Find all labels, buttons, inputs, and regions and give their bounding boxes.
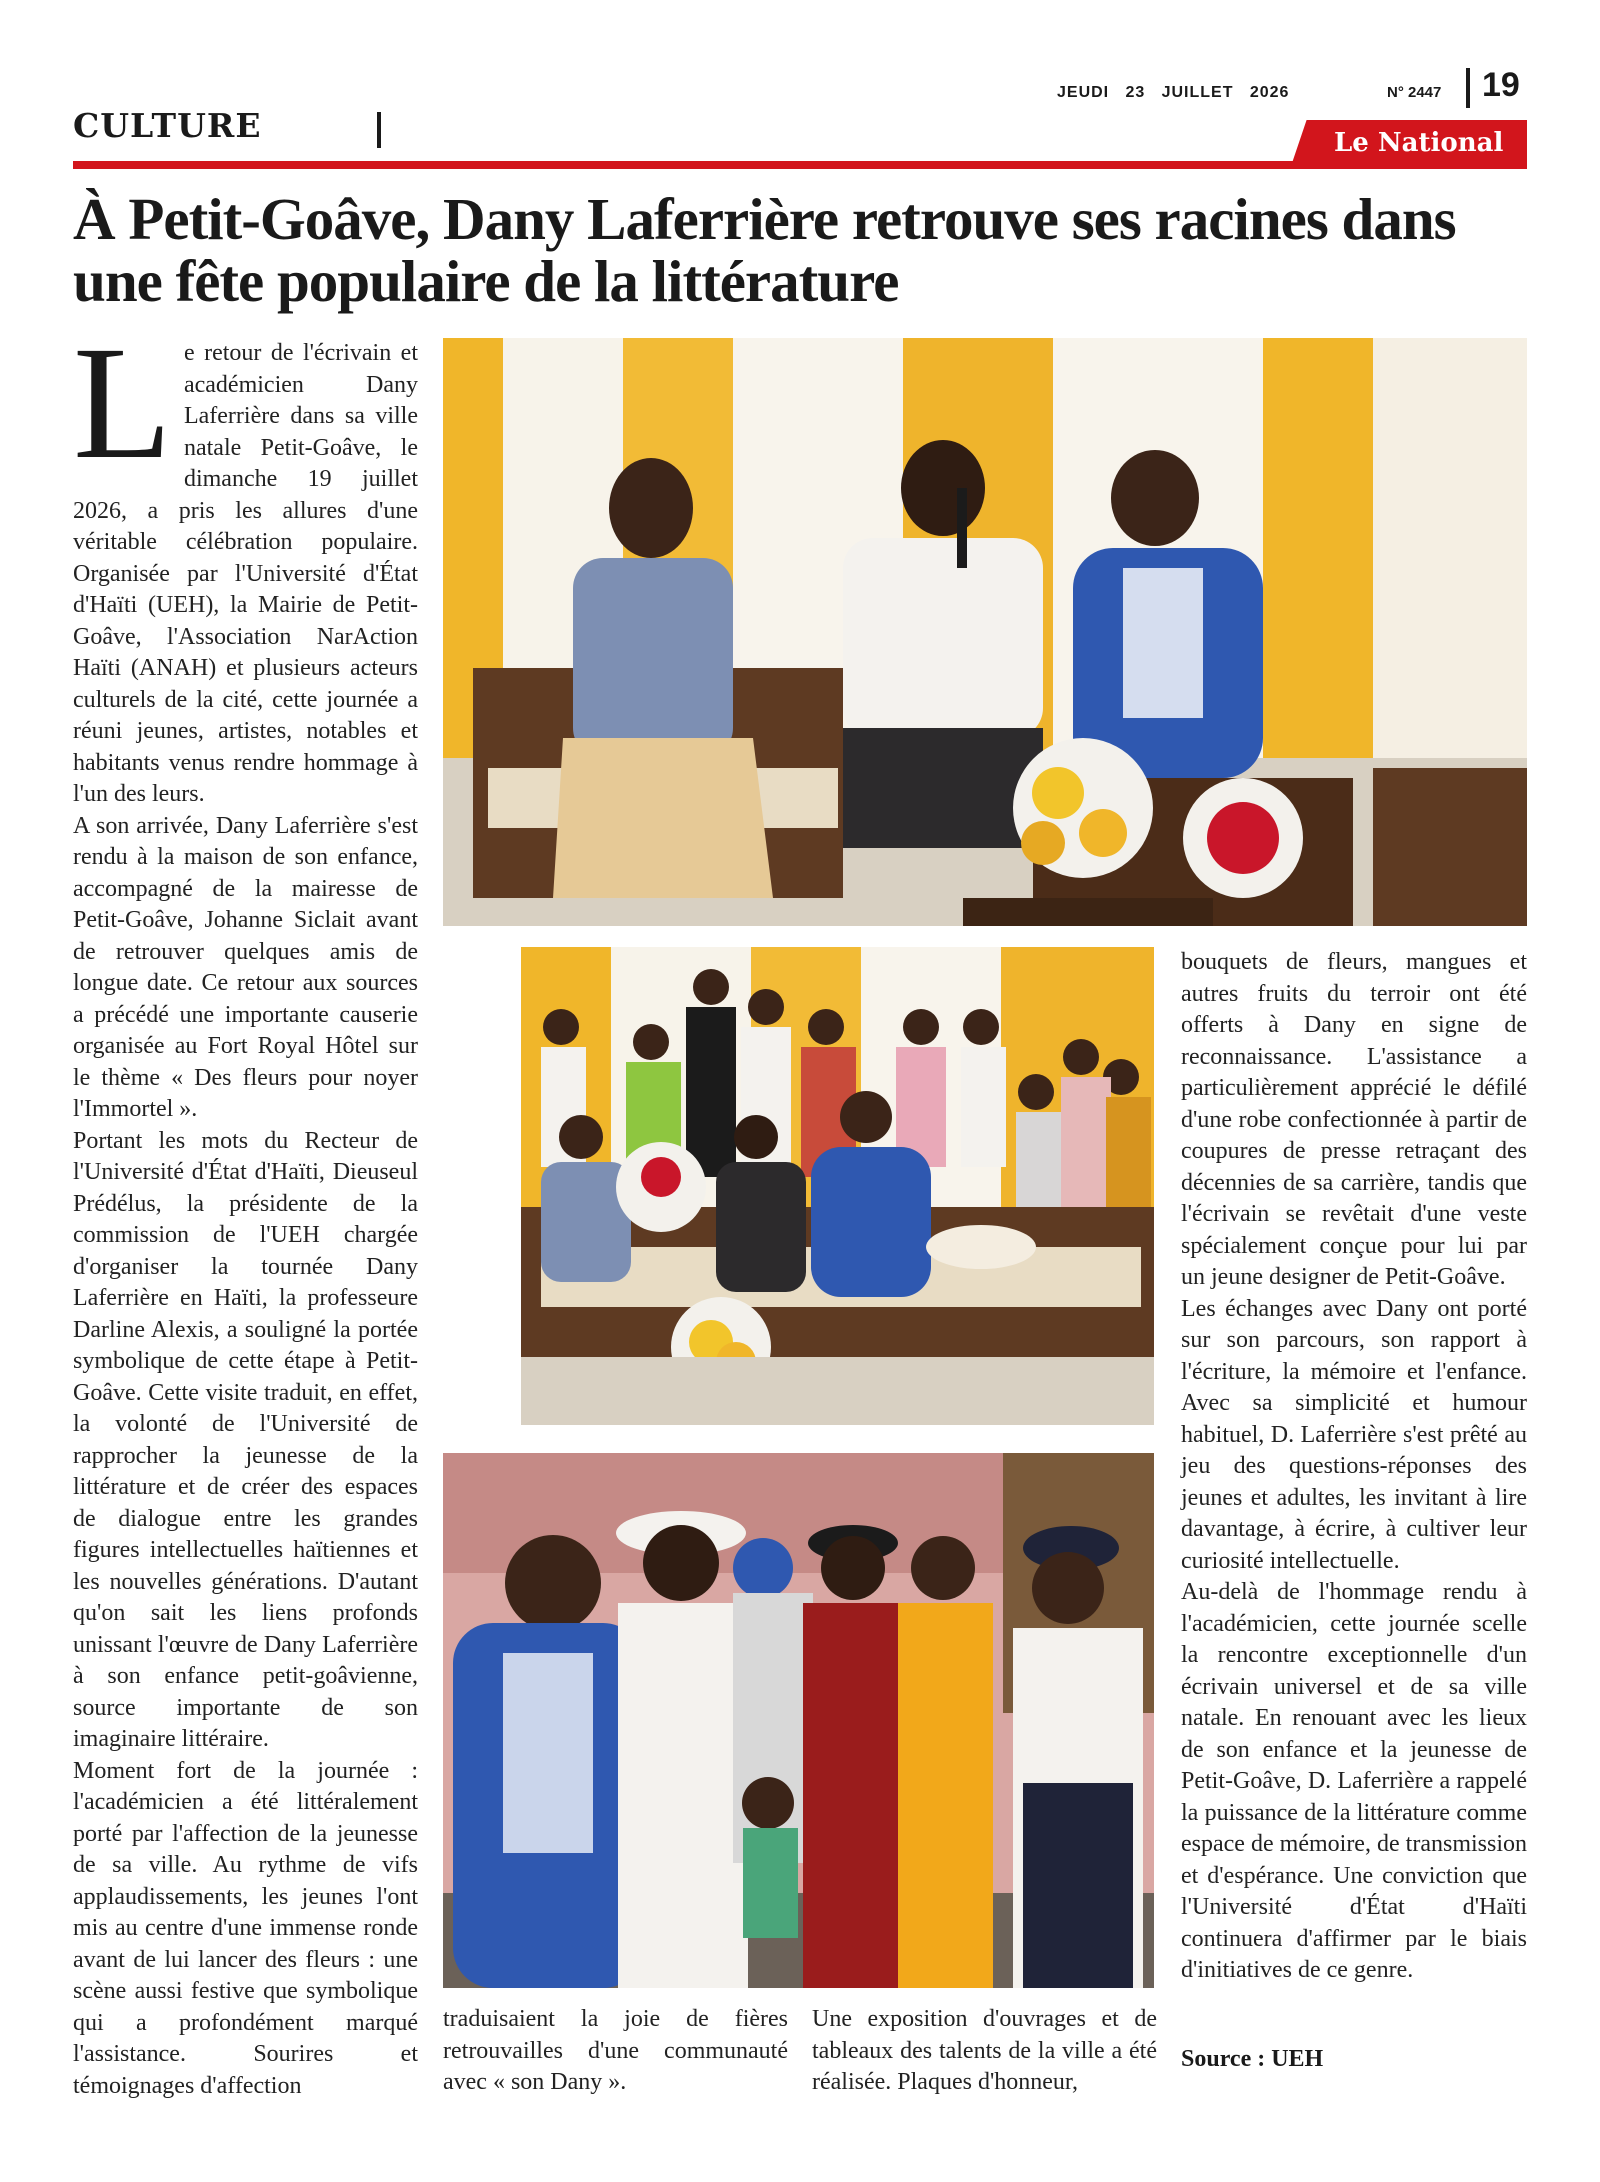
article-column-4: [1181, 947, 1527, 1987]
page-number: 19: [1482, 66, 1520, 104]
article-paragraph: A son arrivée, Dany Laferrière s'est rendu à la maison de son enfance, accompagné de la mairesse de Petit-Goâve, Johanne Siclait avant de retrouver quelques amis de longue date. Ce retour aux sources a précédé une importante causerie organisée au Fort Royal Hôtel sur le thème « Des fleurs pour noyer l'Immortel ».: [73, 812, 418, 1122]
drop-cap: L: [73, 314, 172, 493]
intro-text: e retour de l'écrivain et académicien Dany Laferrière dans sa ville natale Petit-Goâve, le dimanche 19 juillet 2026, a pris les allures d'une véritable célébration populaire. Organisée par l'Université d'État d'Haïti (UEH), la Mairie de Petit-Goâve, l'Association NarAction Haïti (ANAH) et plusieurs acteurs culturels de la cité, cette journée a réuni jeunes, artistes, notables et habitants venus rendre hommage à l'un des leurs.: [73, 340, 418, 807]
article-column-1: [73, 314, 418, 2102]
article-paragraph: Au-delà de l'hommage rendu à l'académicien, cette journée scelle la rencontre exceptionnelle d'un écrivain universel et de sa ville natale. En renouant avec les lieux de son enfance et la jeunesse de Petit-Goâve, D. Laferrière a rappelé la puissance de la littérature comme espace de mémoire, de transmission et d'espérance. Une conviction que l'Université d'État d'Haïti continuera d'affirmer par le biais d'initiatives de ce genre.: [1181, 1579, 1527, 1983]
article-paragraph: traduisaient la joie de fières retrouvailles d'une communauté avec « son Dany ».: [443, 2006, 788, 2095]
article-column-3: [812, 2004, 1157, 2099]
article-title: À Petit-Goâve, Dany Laferrière retrouve ses racines dans une fête populaire de la littérature: [73, 186, 1456, 314]
section-divider: [377, 112, 381, 148]
article-paragraph: bouquets de fleurs, mangues et autres fruits du terroir ont été offerts à Dany en signe de reconnaissance. L'assistance a particulièrement apprécié le défilé d'une robe confectionnée à partir de coupures de presse retraçant des décennies de sa carrière, tandis que l'écrivain se revêtait d'une veste spécialement conçue pour lui par un jeune designer de Petit-Goâve.: [1181, 949, 1527, 1290]
photo-group-youth: [521, 947, 1154, 1425]
photo-group-dignitaries: [443, 1453, 1154, 1988]
section-label: CULTURE: [73, 106, 262, 145]
article-paragraph: Moment fort de la journée : l'académicien a été littéralement porté par l'affection de la jeunesse de sa ville. Au rythme de vifs applaudissements, les jeunes l'ont mis au centre d'une immense ronde avant de lui lancer des fleurs : une scène aussi festive que symbolique qui a profondément marqué l'assistance. Sourires et témoignages d'affection: [73, 1757, 418, 2099]
article-paragraph: [73, 314, 418, 811]
article-source: Source : UEH: [1181, 2046, 1324, 2072]
header-divider: [1466, 68, 1470, 108]
issue-date: JEUDI 23 JUILLET 2026: [1057, 84, 1290, 101]
photo-panel-discussion: [443, 338, 1527, 926]
brand-name: Le National: [1334, 128, 1504, 158]
article-column-2: [443, 2004, 788, 2099]
article-paragraph: Les échanges avec Dany ont porté sur son parcours, son rapport à l'écriture, la mémoire et l'enfance. Avec sa simplicité et humour habituel, D. Laferrière s'est prêté au jeu des questions-réponses des jeunes et adultes, les invitant à lire davantage, à écrire, à cultiver leur curiosité intellectuelle.: [1181, 1295, 1527, 1574]
article-paragraph: Une exposition d'ouvrages et de tableaux des talents de la ville a été réalisée. Plaques d'honneur,: [812, 2006, 1157, 2095]
issue-number: N° 2447: [1387, 84, 1442, 101]
article-paragraph: Portant les mots du Recteur de l'Université d'État d'Haïti, Dieuseul Prédélus, la présidente de la commission de l'UEH chargée d'organiser la tournée Dany Laferrière en Haïti, la professeure Darline Alexis, a souligné la portée symbolique de cette étape à Petit-Goâve. Cette visite traduit, en effet, la volonté de l'Université de rapprocher la jeunesse de la littérature et de créer des espaces de dialogue entre les grandes figures intellectuelles haïtiennes et les nouvelles générations. D'autant qu'on sait les liens profonds unissant l'œuvre de Dany Laferrière à son enfance petit-goâvienne, source importante de son imaginaire littéraire.: [73, 1127, 418, 1752]
